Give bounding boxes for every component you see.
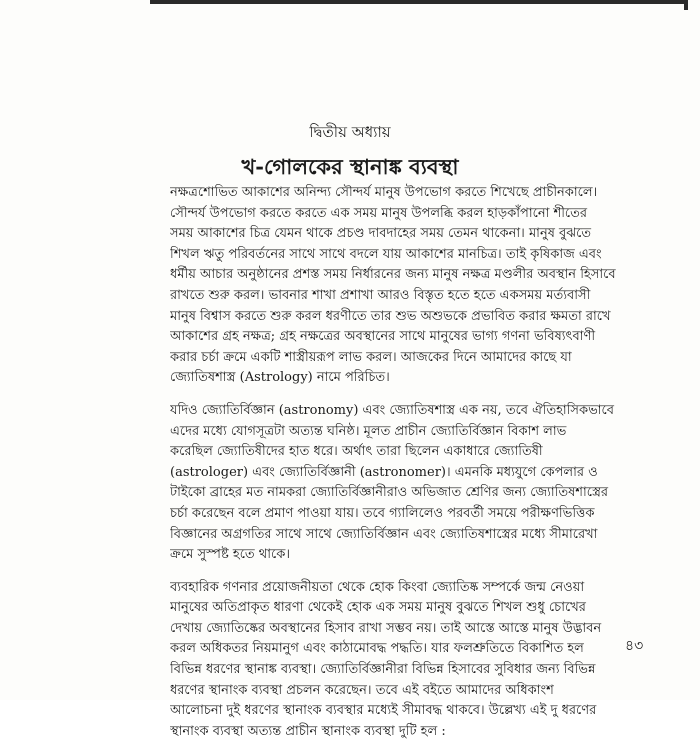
text-line: জ্যোতিষশাস্ত্র (Astrology) নামে পরিচিত। (170, 370, 390, 386)
text-line: নক্ষত্রশোভিত আকাশের অনিন্দ্য সৌন্দর্য মানুষ উপভোগ করতে শিখেছে প্রাচীনকালে। (170, 185, 598, 200)
text-line: করার চর্চা ক্রমে একটি শাস্ত্রীয়রূপ লাভ করল। আজকের দিনে আমাদের কাছে যা (170, 349, 572, 365)
text-line: আলোচনা দুই ধরণের স্থানাংক ব্যবস্থার মধ্যেই সীমাবদ্ধ থাকবে। উল্লেখ্য এই দু ধরণের (170, 703, 597, 719)
text-line: আকাশের গ্রহ নক্ষত্র; গ্রহ নক্ষত্রের অবস্থানের সাথে মানুষের ভাগ্য গণনা ভবিষ্যৎবাণী (170, 329, 596, 345)
text-line: করল অধিকতর নিয়মানুগ এবং কাঠামোবদ্ধ পদ্ধতি। যার ফলশ্রুতিতে বিকাশিত হল (170, 641, 584, 657)
text-line: সময় আকাশের চিত্র যেমন থাকে প্রচণ্ড দাবদাহের সময় তেমন থাকেনা। মানুষ বুঝতে (170, 226, 592, 242)
text-line: স্থানাংক ব্যবস্থা অত্যন্ত প্রাচীন স্থানাংক ব্যবস্থা দুটি হল : (170, 723, 446, 739)
top-rule (150, 0, 685, 4)
paragraph-3 (170, 578, 672, 743)
text-line: ক্রমে সুস্পষ্ট হতে থাকে। (170, 547, 290, 563)
paragraph-1 (170, 183, 672, 389)
text-line: টাইকো ব্রাহের মত নামকরা জ্যোতির্বিজ্ঞানীরাও অভিজাত শ্রেণির জন্য জ্যোতিষশাস্ত্রের (170, 485, 609, 501)
top-rule-tick (684, 0, 688, 10)
text-line: বিজ্ঞানের অগ্রগতির সাথে সাথে জ্যোতির্বিজ্ঞান এবং জ্যোতিষশাস্ত্রের মধ্যে সীমারেখা (170, 526, 598, 542)
text-line: দেখায় জ্যোতিষ্কের অবস্থানের হিসাব রাখা সম্ভব নয়। তাই আস্তে আস্তে মানুষ উদ্ভাবন (170, 620, 602, 636)
text-line: (astrologer) এবং জ্যোতির্বিজ্ঞানী (astronomer)। এমনকি মধ্যযুগে কেপলার ও (170, 464, 598, 480)
paragraph-2 (170, 401, 672, 566)
text-line: ব্যবহারিক গণনার প্রয়োজনীয়তা থেকে হোক কিংবা জ্যোতিষ্ক সম্পর্কে জন্ম নেওয়া (170, 579, 585, 595)
text-line: ধরণের স্থানাংক ব্যবস্থা প্রচলন করেছেন। তবে এই বইতে আমাদের অধিকাংশ (170, 682, 554, 698)
page-number: ৪৩ (625, 638, 644, 654)
text-line: মানুষের অতিপ্রাকৃত ধারণা থেকেই হোক এক সময় মানুষ বুঝতে শিখল শুধু চোখের (170, 600, 586, 616)
text-line: শিখল ঋতু পরিবর্তনের সাথে সাথে বদলে যায় আকাশের মানচিত্র। তাই কৃষিকাজ এবং (170, 246, 602, 262)
text-line: ধর্মীয় আচার অনুষ্ঠানের প্রশস্ত সময় নির্ধারনের জন্য মানুষ নক্ষত্র মণ্ডলীর অবস্থান হিসাবে (170, 267, 616, 283)
page-title: খ-গোলকের স্থানাঙ্ক ব্যবস্থা (241, 154, 459, 179)
text-line: যদিও জ্যোতির্বিজ্ঞান (astronomy) এবং জ্যোতিষশাস্ত্র এক নয়, তবে ঐতিহাসিকভাবে (170, 402, 615, 418)
text-line: বিভিন্ন ধরণের স্থানাঙ্ক ব্যবস্থা। জ্যোতির্বিজ্ঞানীরা বিভিন্ন হিসাবের সুবিধার জন্য বিভিন্ন (170, 662, 596, 678)
text-line: করেছিল জ্যোতিষীদের হাত ধরে। অর্থাৎ তারা ছিলেন একাধারে জ্যোতিষী (170, 444, 543, 460)
text-line: চর্চা করেছেন বলে প্রমাণ পাওয়া যায়। তবে গ্যালিলেও পরবর্তী সময়ে পরীক্ষণভিত্তিক (170, 505, 595, 521)
text-line: এদের মধ্যে যোগসূত্রটা অত্যন্ত ঘনিষ্ঠ। মূলত প্রাচীন জ্যোতির্বিজ্ঞান বিকাশ লাভ (170, 423, 567, 439)
text-line: সৌন্দর্য উপভোগ করতে করতে এক সময় মানুষ উপলব্ধি করল হাড়কাঁপানো শীতের (170, 205, 588, 221)
chapter-label: দ্বিতীয় অধ্যায় (309, 123, 391, 141)
text-line: মানুষ বিশ্বাস করতে শুরু করল ধরণীতে তার শুভ অশুভকে প্রভাবিত করার ক্ষমতা রাখে (170, 308, 611, 324)
body-text (170, 183, 672, 754)
text-line: রাখতে শুরু করল। ভাবনার শাখা প্রশাখা আরও বিস্তৃত হতে হতে একসময় মর্ত্যবাসী (170, 287, 591, 303)
